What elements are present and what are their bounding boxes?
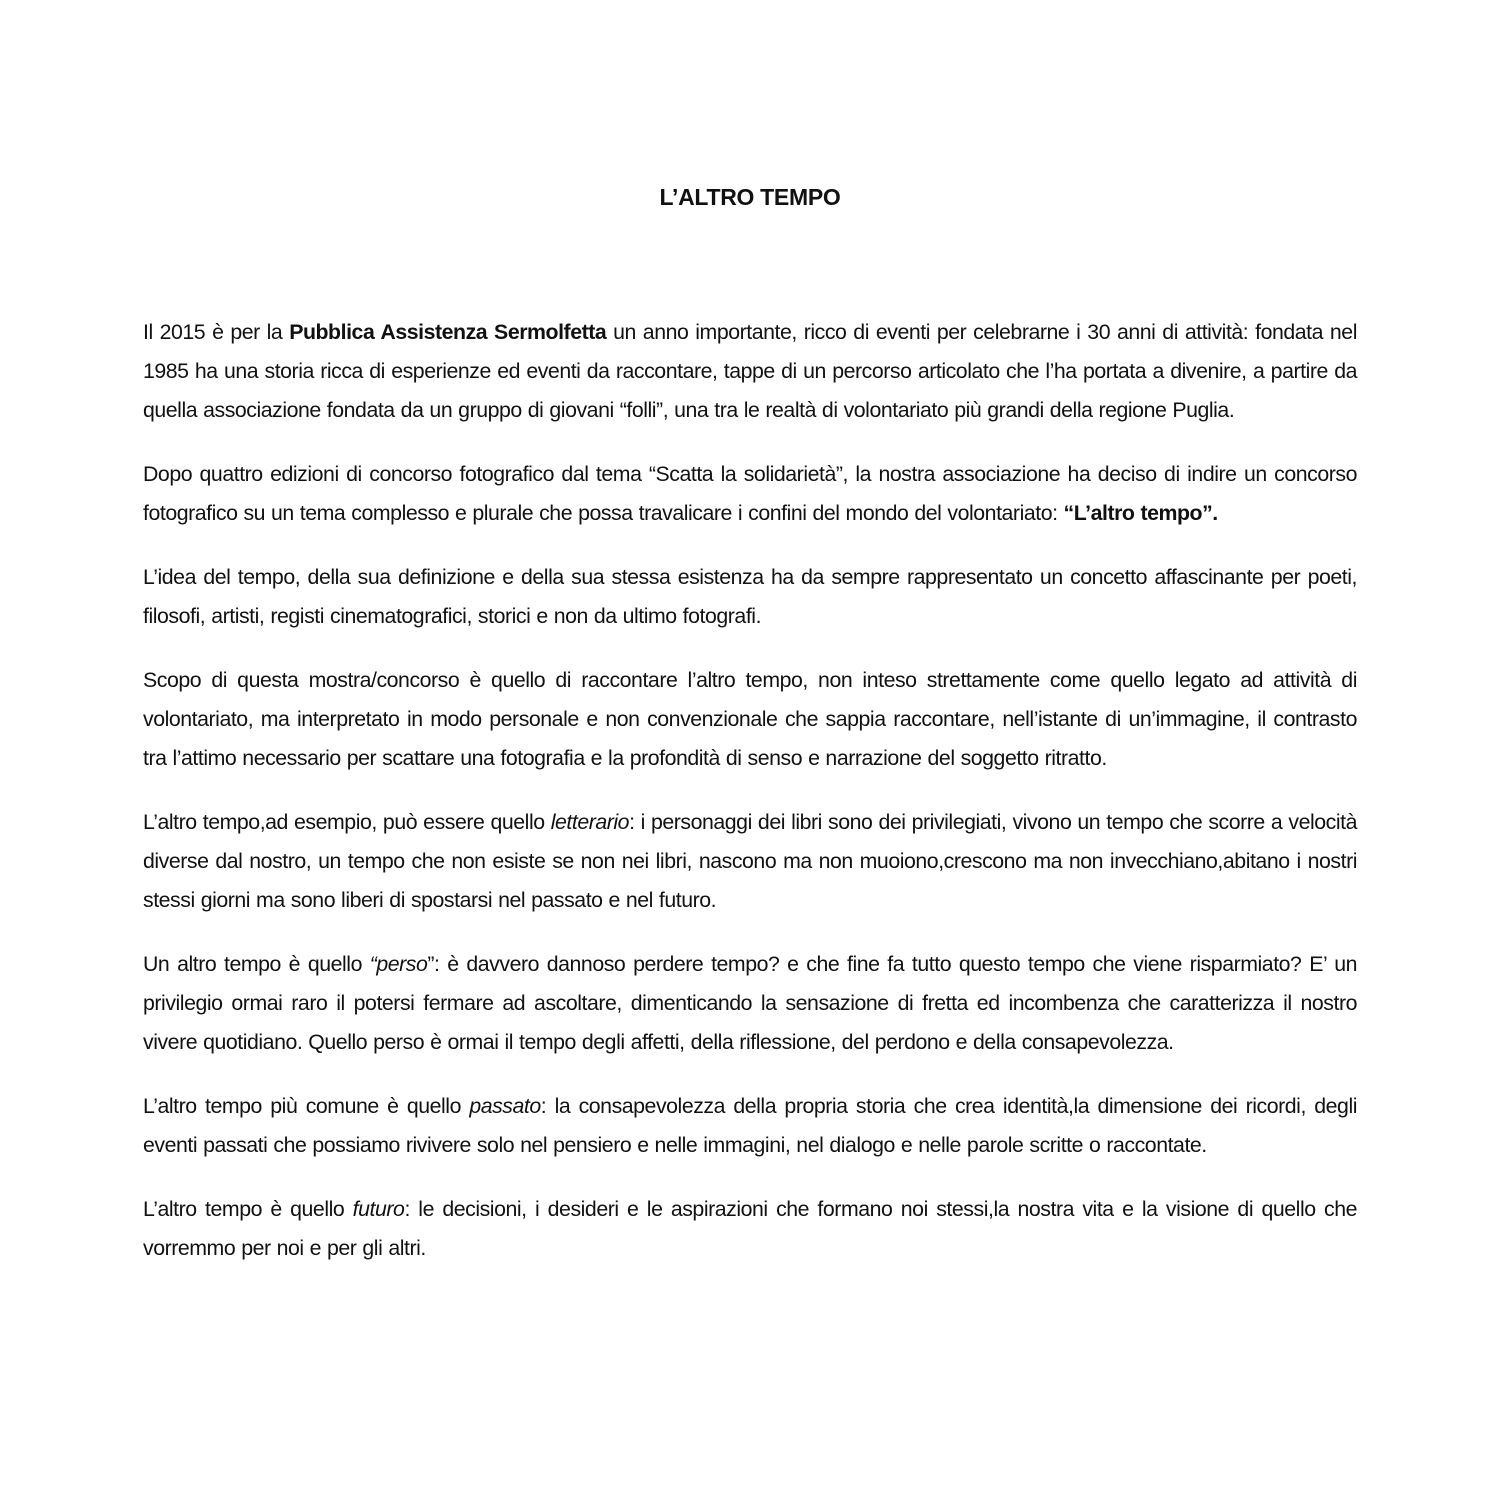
text-run: un anno importante, ricco di eventi per celebrarne i 30 anni di attività: fondata nel 1985 ha una storia ricca di esperienze ed eventi da raccontare, tappe di un percorso articolato che l’ha portata a divenire, a partire da quella associazione fondata da un gruppo di giovani “folli”, una tra le realtà di volontariato più grandi della regione Puglia.: [143, 320, 1357, 422]
paragraph-4: [143, 661, 1357, 778]
text-run: : le decisioni, i desideri e le aspirazioni che formano noi stessi,la nostra vita e la visione di quello che vorremmo per noi e per gli altri.: [143, 1197, 1357, 1260]
text-run: : i personaggi dei libri sono dei privilegiati, vivono un tempo che scorre a velocità diverse dal nostro, un tempo che non esiste se non nei libri, nascono ma non muoiono,crescono ma non invecchiano,abitano i nostri stessi giorni ma sono liberi di spostarsi nel passato e nel futuro.: [143, 810, 1357, 912]
text-run: Il 2015 è per la: [143, 320, 290, 344]
paragraph-8: [143, 1190, 1357, 1268]
text-run: Dopo quattro edizioni di concorso fotografico dal tema “Scatta la solidarietà”, la nostra associazione ha deciso di indire un concorso fotografico su un tema complesso e plurale che possa travalicare i confini del mondo del volontariato:: [143, 462, 1357, 525]
paragraph-3: [143, 558, 1357, 636]
document-body: [143, 313, 1357, 1293]
text-run: L’altro tempo,ad esempio, può essere quello: [143, 810, 551, 834]
paragraph-7: [143, 1087, 1357, 1165]
text-run: L’idea del tempo, della sua definizione e della sua stessa esistenza ha da sempre rappresentato un concetto affascinante per poeti, filosofi, artisti, registi cinematografici, storici e non da ultimo fotografi.: [143, 565, 1357, 628]
text-run: Un altro tempo è quello: [143, 952, 370, 976]
bold-text: “L’altro tempo”.: [1063, 501, 1218, 525]
text-run: ”: è davvero dannoso perdere tempo? e che fine fa tutto questo tempo che viene risparmiato? E’ un privilegio ormai raro il potersi fermare ad ascoltare, dimenticando la sensazione di fretta ed incombenza che caratterizza il nostro vivere quotidiano. Quello perso è ormai il tempo degli affetti, della riflessione, del perdono e della consapevolezza.: [143, 952, 1357, 1054]
italic-text: letterario: [550, 810, 630, 834]
italic-text: passato: [469, 1094, 541, 1118]
italic-text: “perso: [369, 952, 428, 976]
paragraph-2: [143, 455, 1357, 533]
document-title: L’ALTRO TEMPO: [659, 184, 841, 210]
text-run: Scopo di questa mostra/concorso è quello di raccontare l’altro tempo, non inteso strettamente come quello legato ad attività di volontariato, ma interpretato in modo personale e non convenzionale che sappia raccontare, nell’istante di un’immagine, il contrasto tra l’attimo necessario per scattare una fotografia e la profondità di senso e narrazione del soggetto ritratto.: [143, 668, 1357, 770]
paragraph-5: [143, 803, 1357, 920]
text-run: L’altro tempo è quello: [143, 1197, 353, 1221]
paragraph-6: [143, 945, 1357, 1062]
bold-text: Pubblica Assistenza Sermolfetta: [289, 320, 607, 344]
paragraph-1: [143, 313, 1357, 430]
text-run: L’altro tempo più comune è quello: [143, 1094, 470, 1118]
text-run: : la consapevolezza della propria storia che crea identità,la dimensione dei ricordi, degli eventi passati che possiamo rivivere solo nel pensiero e nelle immagini, nel dialogo e nelle parole scritte o raccontate.: [143, 1094, 1358, 1157]
italic-text: futuro: [352, 1197, 405, 1221]
